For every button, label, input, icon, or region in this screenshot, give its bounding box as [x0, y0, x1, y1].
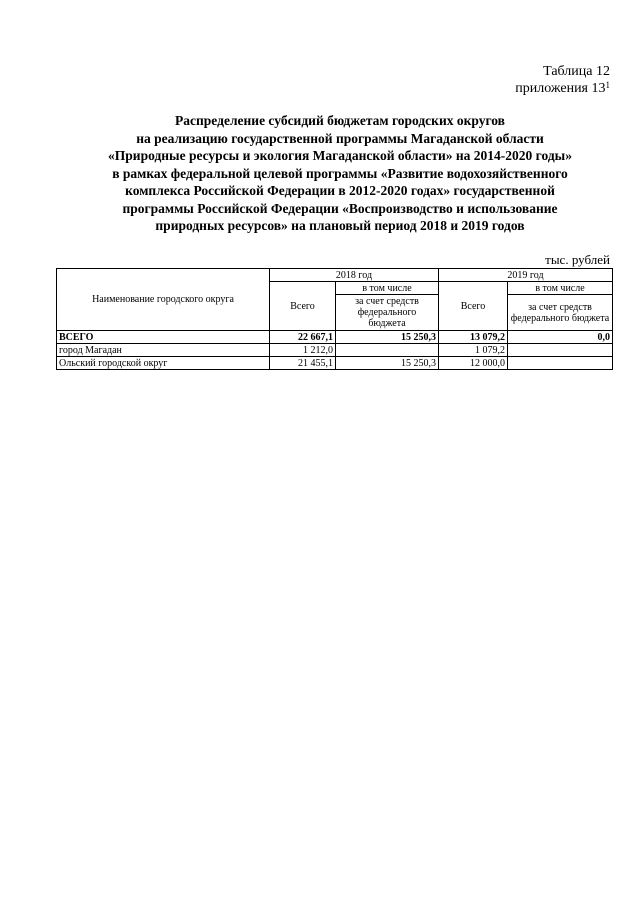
header-federal-2019: за счет средств федерального бюджета — [508, 295, 613, 331]
subsidy-table — [56, 268, 613, 370]
cell-2018-total: 21 455,1 — [270, 357, 336, 370]
cell-2019-total: 1 079,2 — [439, 344, 508, 357]
header-total-2019: Всего — [439, 282, 508, 331]
cell-2019-total: 13 079,2 — [439, 331, 508, 344]
appendix-text: приложения 13 — [515, 81, 606, 96]
appendix-superscript: 1 — [605, 80, 610, 90]
cell-name: ВСЕГО — [57, 331, 270, 344]
header-district-name: Наименование городского округа — [57, 269, 270, 331]
cell-2019-federal — [508, 344, 613, 357]
header-including-2019: в том числе — [508, 282, 613, 295]
cell-name: Ольский городской округ — [57, 357, 270, 370]
cell-2019-total: 12 000,0 — [439, 357, 508, 370]
header-row-years — [57, 269, 613, 282]
cell-2018-total: 22 667,1 — [270, 331, 336, 344]
header-year-2018: 2018 год — [270, 269, 439, 282]
header-including-2018: в том числе — [336, 282, 439, 295]
cell-2018-federal — [336, 344, 439, 357]
title-line: комплекса Российской Федерации в 2012-2020 годах» государственной — [125, 183, 555, 198]
cell-2018-federal: 15 250,3 — [336, 357, 439, 370]
title-line: «Природные ресурсы и экология Магаданской области» на 2014-2020 годы» — [108, 148, 572, 163]
table-number: Таблица 12 — [543, 64, 610, 79]
header-total-2018: Всего — [270, 282, 336, 331]
document-title — [60, 112, 620, 235]
cell-2019-federal — [508, 357, 613, 370]
title-line: природных ресурсов» на плановый период 2018 и 2019 годов — [155, 218, 525, 233]
title-line: Распределение субсидий бюджетам городских округов — [175, 113, 505, 128]
title-line: в рамках федеральной целевой программы «Развитие водохозяйственного — [112, 165, 568, 181]
header-year-2019: 2019 год — [439, 269, 613, 282]
table-row-total — [57, 331, 613, 344]
title-line: на реализацию государственной программы Магаданской области — [136, 130, 544, 146]
cell-2018-total: 1 212,0 — [270, 344, 336, 357]
appendix-number — [515, 80, 610, 97]
cell-2018-federal: 15 250,3 — [336, 331, 439, 344]
cell-2019-federal: 0,0 — [508, 331, 613, 344]
units-label: тыс. рублей — [545, 252, 610, 267]
annex-reference — [515, 63, 610, 97]
cell-name: город Магадан — [57, 344, 270, 357]
table-row — [57, 344, 613, 357]
header-federal-2018: за счет средств федерального бюджета — [336, 295, 439, 331]
table-row — [57, 357, 613, 370]
title-line: программы Российской Федерации «Воспроизводство и использование — [122, 200, 558, 216]
